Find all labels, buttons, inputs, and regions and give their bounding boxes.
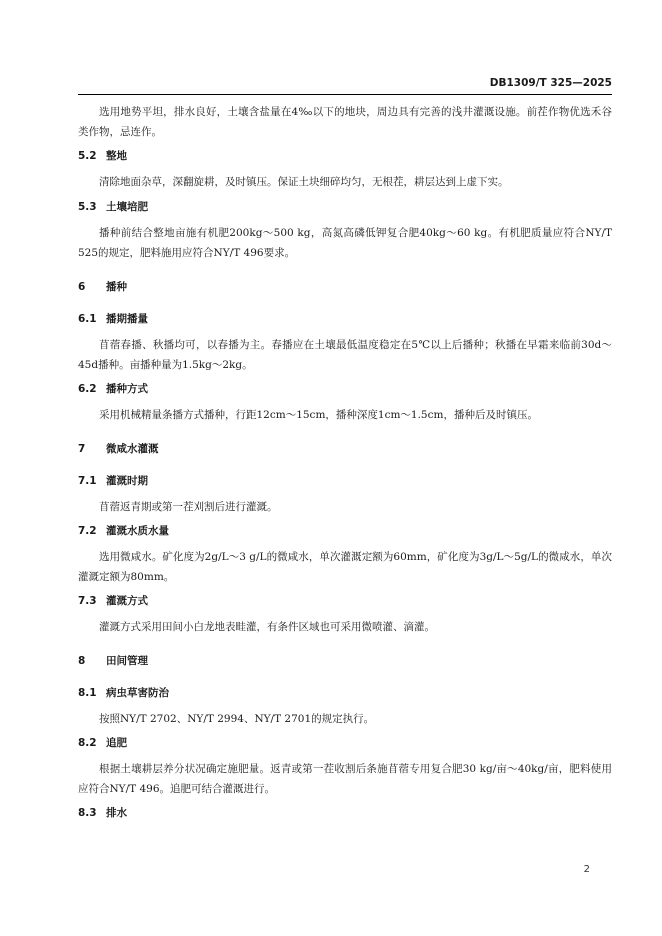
paragraph: 选用地势平坦，排水良好，土壤含盐量在4‰以下的地块，周边具有完善的浅井灌溉设施。前茬作物优选禾谷类作物，忌连作。 — [78, 106, 612, 138]
chapter-number: 7 — [78, 443, 86, 455]
section-heading — [78, 521, 612, 541]
section-heading — [78, 146, 612, 166]
document-code: DB1309/T 325—2025 — [489, 77, 612, 89]
section-title: 灌溉方式 — [106, 595, 148, 607]
chapter-number: 8 — [78, 655, 86, 667]
section-number: 5.2 — [78, 150, 97, 162]
section-number: 6.2 — [78, 383, 97, 395]
document-body — [78, 96, 612, 823]
section-number: 7.1 — [78, 475, 97, 487]
chapter-heading — [78, 439, 612, 459]
section-number: 6.1 — [78, 313, 97, 325]
section-heading — [78, 197, 612, 217]
page-number: 2 — [583, 864, 590, 875]
section-title: 排水 — [106, 807, 127, 819]
paragraph: 选用微咸水。矿化度为2g/L～3 g/L的微咸水，单次灌溉定额为60mm，矿化度为3g/L～5g/L的微咸水，单次灌溉定额为80mm。 — [78, 551, 612, 583]
section-title: 播种方式 — [106, 383, 148, 395]
section-title: 灌溉时期 — [106, 475, 148, 487]
section-heading — [78, 379, 612, 399]
section-heading — [78, 803, 612, 823]
section-number: 7.3 — [78, 595, 97, 607]
section-number: 8.2 — [78, 737, 97, 749]
section-number: 7.2 — [78, 525, 97, 537]
section-heading — [78, 683, 612, 703]
section-title: 灌溉水质水量 — [106, 525, 169, 537]
chapter-heading — [78, 277, 612, 297]
paragraph: 根据土壤耕层养分状况确定施肥量。返青或第一茬收割后条施苜蓿专用复合肥30 kg/亩～40kg/亩，肥料使用应符合NY/T 496。追肥可结合灌溉进行。 — [78, 763, 612, 795]
section-title: 追肥 — [106, 737, 127, 749]
section-title: 整地 — [106, 150, 127, 162]
section-number: 8.1 — [78, 687, 97, 699]
section-title: 土壤培肥 — [106, 201, 148, 213]
paragraph: 采用机械精量条播方式播种，行距12cm～15cm，播种深度1cm～1.5cm，播种后及时镇压。 — [99, 409, 538, 421]
paragraph: 清除地面杂草，深翻旋耕，及时镇压。保证土块细碎均匀，无根茬，耕层达到上虚下实。 — [99, 176, 509, 188]
header-divider — [78, 94, 612, 95]
section-heading — [78, 733, 612, 753]
chapter-number: 6 — [78, 281, 86, 293]
chapter-title: 播种 — [106, 281, 127, 293]
paragraph: 按照NY/T 2702、NY/T 2994、NY/T 2701的规定执行。 — [99, 713, 375, 725]
paragraph: 苜蓿返青期或第一茬刈割后进行灌溉。 — [99, 501, 278, 513]
section-title: 病虫草害防治 — [106, 687, 169, 699]
section-title: 播期播量 — [106, 313, 148, 325]
paragraph: 播种前结合整地亩施有机肥200kg～500 kg，高氮高磷低钾复合肥40kg～60 kg。有机肥质量应符合NY/T 525的规定，肥料施用应符合NY/T 496要求。 — [78, 227, 612, 259]
section-heading — [78, 471, 612, 491]
section-number: 8.3 — [78, 807, 97, 819]
section-heading — [78, 309, 612, 329]
section-heading — [78, 591, 612, 611]
paragraph: 苜蓿春播、秋播均可，以春播为主。春播应在土壤最低温度稳定在5℃以上后播种；秋播在早霜来临前30d～45d播种。亩播种量为1.5kg～2kg。 — [78, 339, 612, 371]
chapter-heading — [78, 651, 612, 671]
chapter-title: 田间管理 — [106, 655, 148, 667]
paragraph: 灌溉方式采用田间小白龙地表畦灌，有条件区域也可采用微喷灌、滴灌。 — [99, 621, 435, 633]
chapter-title: 微咸水灌溉 — [106, 443, 159, 455]
section-number: 5.3 — [78, 201, 97, 213]
